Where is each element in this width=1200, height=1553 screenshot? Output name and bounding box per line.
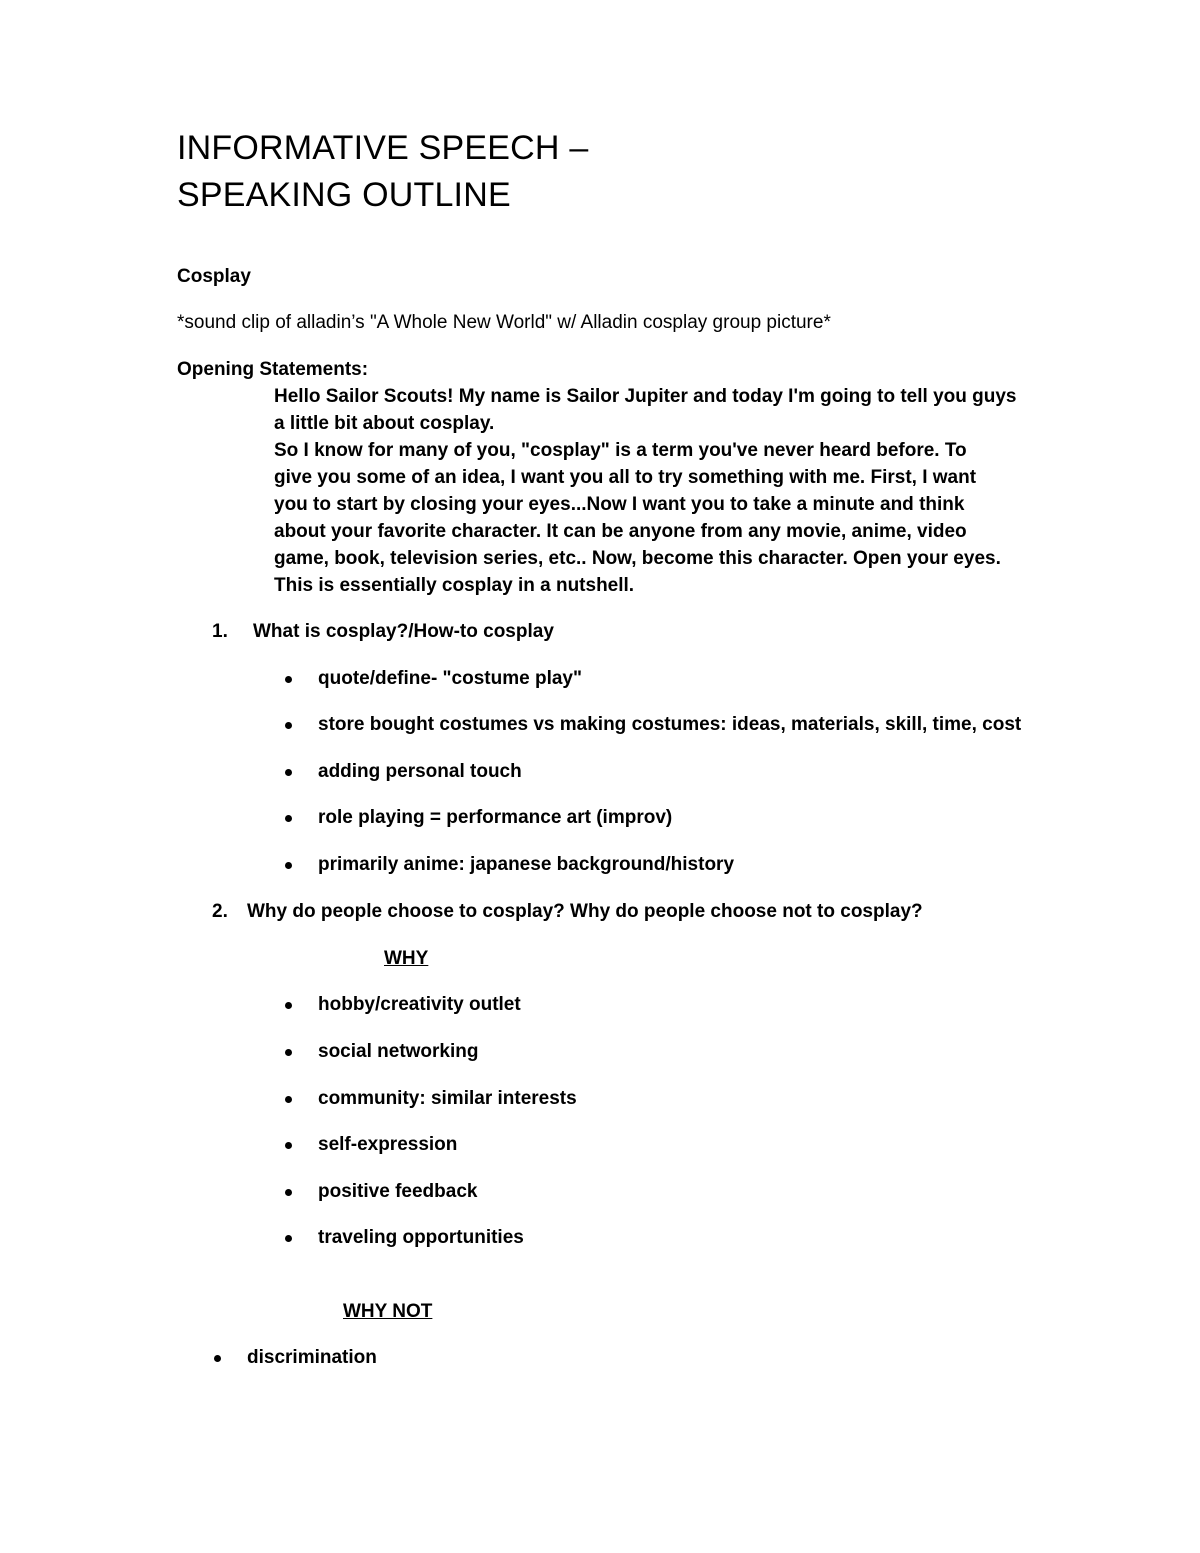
- opening-line: about your favorite character. It can be anyone from any movie, anime, video: [274, 521, 967, 542]
- why-bullet: community: similar interests: [318, 1088, 577, 1109]
- opening-line: This is essentially cosplay in a nutshell.: [274, 575, 635, 596]
- bullet-dot: [285, 1235, 292, 1242]
- opening-line: give you some of an idea, I want you all to try something with me. First, I want: [274, 467, 977, 488]
- why-bullet: social networking: [318, 1041, 479, 1062]
- bullet-dot: [285, 676, 292, 683]
- opening-heading: Opening Statements:: [177, 359, 369, 380]
- why-bullet: hobby/creativity outlet: [318, 994, 521, 1015]
- bullet-dot: [285, 1049, 292, 1056]
- opening-line: you to start by closing your eyes...Now I want you to take a minute and think: [274, 494, 965, 515]
- bullet-dot: [214, 1355, 221, 1362]
- title-line-1: INFORMATIVE SPEECH –: [177, 129, 589, 167]
- opening-line: game, book, television series, etc.. Now, become this character. Open your eyes.: [274, 548, 1001, 569]
- why-not-bullet: discrimination: [247, 1347, 377, 1368]
- why-bullet: positive feedback: [318, 1181, 478, 1202]
- section-1-bullet: role playing = performance art (improv): [318, 807, 673, 828]
- topic-heading: Cosplay: [177, 266, 251, 287]
- bullet-dot: [285, 862, 292, 869]
- section-1-bullet: quote/define- "costume play": [318, 668, 582, 689]
- section-2-heading: Why do people choose to cosplay? Why do people choose not to cosplay?: [247, 901, 923, 922]
- why-bullet: traveling opportunities: [318, 1227, 524, 1248]
- bullet-dot: [285, 1002, 292, 1009]
- bullet-dot: [285, 722, 292, 729]
- bullet-dot: [285, 1142, 292, 1149]
- bullet-dot: [285, 769, 292, 776]
- sound-clip-note: *sound clip of alladin’s "A Whole New World" w/ Alladin cosplay group picture*: [177, 312, 831, 333]
- section-1-bullet: adding personal touch: [318, 761, 522, 782]
- section-1-bullet: primarily anime: japanese background/history: [318, 854, 735, 875]
- title-line-2: SPEAKING OUTLINE: [177, 176, 511, 214]
- opening-line: So I know for many of you, "cosplay" is a term you've never heard before. To: [274, 440, 967, 461]
- opening-line: a little bit about cosplay.: [274, 413, 495, 434]
- why-bullet: self-expression: [318, 1134, 458, 1155]
- opening-paragraph: [274, 383, 1074, 599]
- section-1-heading: What is cosplay?/How-to cosplay: [253, 621, 554, 642]
- bullet-dot: [285, 1189, 292, 1196]
- opening-line: Hello Sailor Scouts! My name is Sailor Jupiter and today I'm going to tell you guys: [274, 386, 1017, 407]
- bullet-dot: [285, 1096, 292, 1103]
- section-1-number: 1.: [212, 621, 228, 642]
- section-1-bullet: store bought costumes vs making costumes: ideas, materials, skill, time, cost: [318, 714, 1022, 735]
- why-label: WHY: [384, 948, 429, 969]
- section-2-number: 2.: [212, 901, 228, 922]
- why-not-label: WHY NOT: [343, 1301, 433, 1322]
- bullet-dot: [285, 815, 292, 822]
